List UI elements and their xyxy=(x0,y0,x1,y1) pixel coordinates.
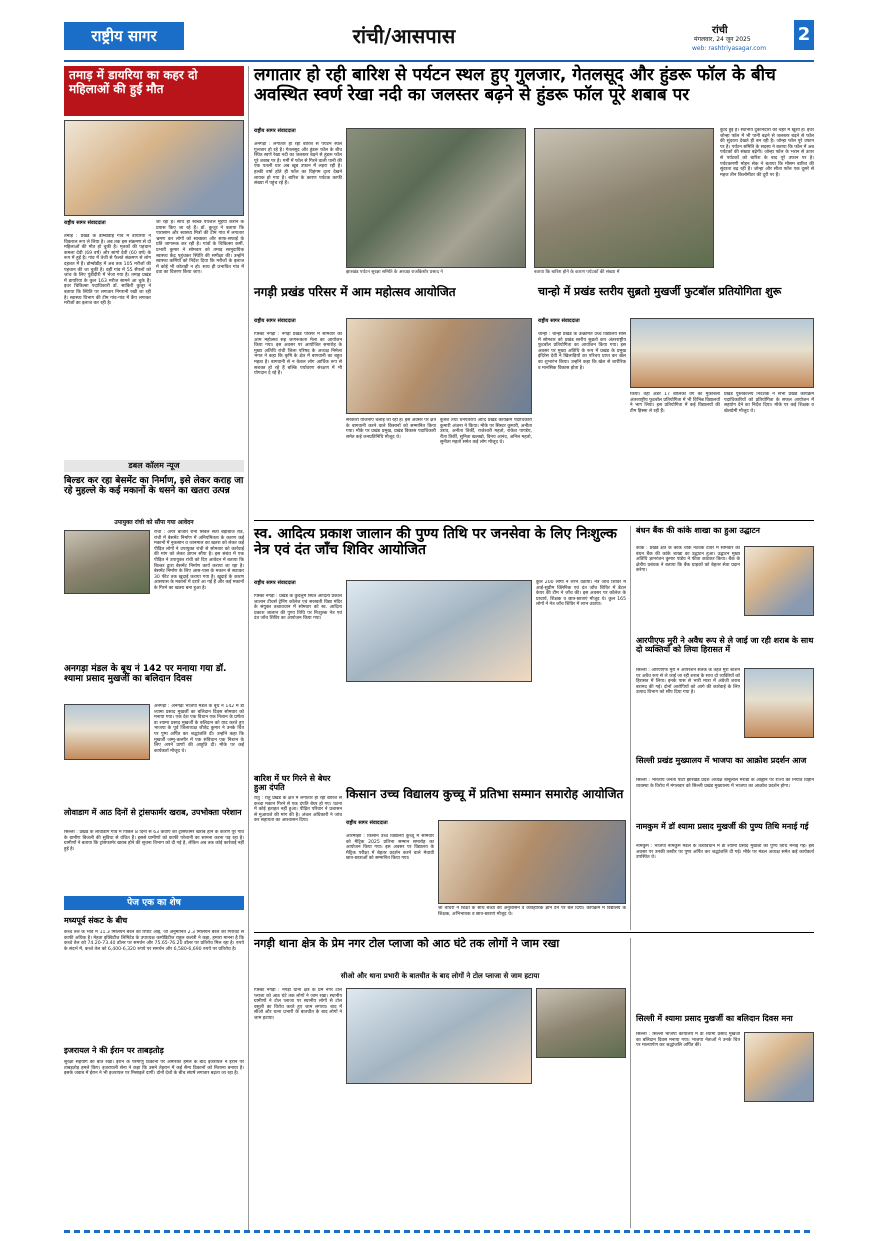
shyama-silli-photo xyxy=(744,1032,814,1102)
nagri-mahotsav-photo xyxy=(346,318,532,414)
lead-photo-waterfall-2 xyxy=(534,128,714,268)
lead-body: अनगड़ा : लगातार हो रही बारिश से पर्यटन स्थल गुलजार हो रहे है। गेतलसूद और हुंडरू फॉल के बीच स्थित स्वर्ण रेखा नदी का जलस्तर बढ़ने से हुंडरू फॉल पूरे शबाब पर है। गर्मी में फॉल से गिरने वाली पानी की एक पतली धार अब खूब उफान में लहरा रही है। हल्की वर्षा होते ही फॉल का विहंगम दृश्य देखने लायक हो गया है। बारिश के कारण पर्यटक काफी संख्या में पहुंच रहे हैं। xyxy=(254,142,342,187)
namkum-death-headline: नामकुम में डॉ श्यामा प्रसाद मुखर्जी की पुण्य तिथि मनाई गई xyxy=(636,822,809,831)
page-number: 2 xyxy=(794,20,814,50)
chanho-football-byline: राष्ट्रीय सागर संवाददाता xyxy=(538,318,580,324)
left-top-body: तमाड़ : प्रखंड के डोम्बोडीह गांव में डायरिया ने विकराल रूप ले लिया है। अब तक इस संक्रमण से दो महिलाओं की मौत हो चुकी है। मृतकों की पहचान कमला देवी (69 वर्ष) और सांगो देवी (60 वर्ष) के रूप में हुई है। गांव में तेजी से फैलते संक्रमण से लोग दहशत में हैं। डोम्बोडीह में अब तक 105 मरीजों की पहचान की जा चुकी है। वहीं गांव में 55 सैंपलों को जांच के लिए पुंडीदीरी में भेजा गया है। तमाड़ प्रखंड में डायरिया के कुल 163 मरीज सामने आ चुके हैं। इधर चिकित्सा पदाधिकारी डॉ. साकिरी कुजूर ने बताया कि स्थिति पर लगातार निगरानी रखी जा रही है। स्वास्थ्य विभाग की टीम गांव-गांव में कैंप लगाकर मरीजों का इलाज कर रही है। xyxy=(64,234,151,307)
masthead xyxy=(64,20,814,62)
nagri-mahotsav-body: पिस्का नगड़ी : नगड़ी प्रखंड परिसर में सोमवार को आम महोत्सव सह जागरूकता मेला का आयोजन किया गया। इस अवसर पर आयोजित समारोह के मुख्य अतिथि रांची जिला परिषद के अध्यक्ष निर्मला भगत ने कहा कि कृषि के क्षेत्र में बागवानी का बहुत महत्व है। बागवानी से न केवल लोग आर्थिक रूप से सशक्त हो रहे हैं बल्कि पर्यावरण संरक्षण में भी योगदान दे रहे हैं। xyxy=(254,332,342,377)
double-column-body: रांची : अपर बाजार रानी सिवल सती बड़ाबाजे रोड, रांची में बेसमेंट निर्माण में अनियमितता के कारण कई मकानों में नुकसान व जानमाल का खतरा को लेकर कई पीड़ित लोगों ने उपायुक्त रांची से सोमवार को कार्रवाई की मांग को लेकर ज्ञापन सौंपा है। इस संबंध में एक पीड़ित ने उपायुक्त रांची को दिए आवेदन में बताया कि बिल्डर द्वारा बेसमेंट निर्माण कार्य कराया जा रहा है। बेसमेंट निर्माण के लिए आस-पास के मकान से सटाकर 30 फीट तक खुदाई कराया गया है। खुदाई के कारण आसपास के मकानों में दरारें आ गई हैं और कई मकानों के गिरने का खतरा बना हुआ है। xyxy=(154,530,244,591)
left-top-byline: राष्ट्रीय सागर संवाददाता xyxy=(64,220,106,226)
chanho-football-body: चान्हो : चान्हो प्रखंड के उत्क्रमित उच्च विद्यालय सोंस में सोमवार को प्रखंड स्तरीय सुब्रतो कप अंतरराष्ट्रीय फुटबॉल प्रतियोगिता का आयोजन किया गया। इस अवसर पर मुख्य अतिथि के रूप में प्रखंड के प्रमुख इंदिरेस देवी ने खिलाड़ियों का परिचय प्राप्त कर खेल का शुभारंभ किया। उन्होंने कहा कि खेल से शारीरिक व मानसिक विकास होता है। xyxy=(538,332,626,371)
branch-headline: बंधन बैंक की कांके शाखा का हुआ उद्घाटन xyxy=(636,526,760,535)
road-accident-headline: बारिश में घर गिरने से बेघर हुआ दंपति xyxy=(254,774,331,793)
road-accident-body: रातु : रातु प्रखंड के क्षेत्र में लगातार हो रही बारिश से कच्चा मकान गिरने से एक दंपति बेघर हो गए। घटना में कोई हताहत नहीं हुआ। पीड़ित परिवार ने प्रशासन से मुआवजे की मांग की है। अंचल अधिकारी ने जांच कर सहायता का आश्वासन दिया। xyxy=(254,796,342,824)
toll-plaza-body: पिस्का नगड़ी : नगड़ी थाना क्षेत्र के प्रेम नगर टोल प्लाजा को आठ घंटे तक लोगों ने जाम रखा। स्थानीय ग्रामीणों ने टोल प्लाजा पर स्थानीय लोगों से टोल वसूली का विरोध करते हुए जाम लगाया। बाद में सीओ और थाना प्रभारी के बातचीत के बाद लोगों ने जाम हटाया। xyxy=(254,988,342,1021)
footer-rule xyxy=(64,1230,814,1233)
eye-camp-photo xyxy=(346,580,532,682)
nagri-mahotsav-byline: राष्ट्रीय सागर संवाददाता xyxy=(254,318,296,324)
silli-protest-headline: सिल्ली प्रखंड मुख्यालय में भाजपा का आक्रोश प्रदर्शन आज xyxy=(636,756,807,765)
left-top-photo xyxy=(64,120,244,216)
lead-headline: लगातार हो रही बारिश से पर्यटन स्थल हुए गुलजार, गेतलसूद और हुंडरू फॉल के बीच अवस्थित स्वर्ण रेखा नदी का जलस्तर बढ़ने से हुंडरू फॉल पूरे शबाब पर xyxy=(254,65,776,105)
masthead-website: web: rashtriyasagar.com xyxy=(692,45,767,52)
shyama-silli-headline: सिल्ली में श्यामा प्रसाद मुखर्जी का बलिदान दिवस मना xyxy=(636,1014,793,1023)
editorial-headline1: मध्यपूर्व संकट के बीच xyxy=(64,916,128,925)
eye-camp-body: पिस्का नगड़ी : प्रखंड के कुदलुम स्थित आदित्य प्रकाश जालान टीचर्स ट्रेनिंग कॉलेज एवं सरस्वती विद्या मंदिर के संयुक्त तत्वावधान में सोमवार को स्व. आदित्य प्रकाश जालान की पुण्य तिथि पर निःशुल्क नेत्र एवं दंत जाँच शिविर का आयोजन किया गया। xyxy=(254,594,342,622)
toll-plaza-photo-2 xyxy=(536,988,626,1058)
nagri-mahotsav-headline: नगड़ी प्रखंड परिसर में आम महोत्सव आयोजित xyxy=(254,285,456,299)
masthead-date: मंगलवार, 24 जून 2025 xyxy=(694,36,751,43)
branch-body: कांके : प्रखंड क्षेत्र के कांके चौक नेटवर्क टॉवर में सोमवार को बंधन बैंक की कांके शाखा का उद्घाटन हुआ। उद्घाटन मुख्य अतिथि ज्ञानरंजन कुमार पांडेय ने फीता काटकर किया। बैंक के क्षेत्रीय प्रबंधक ने बताया कि बैंक ग्राहकों को बेहतर सेवा प्रदान करेगा। xyxy=(636,546,740,574)
transformer-headline: लोवाडाग में आठ दिनों से ट्रांसफार्मर खराब, उपभोक्ता परेशान xyxy=(64,808,242,817)
chanho-football-photo xyxy=(630,318,814,388)
left-top-article xyxy=(64,220,244,454)
arrest-body: सिल्ली : आरपीएफ मुरी ने ऑपरेशन सतर्क के तहत मुरी स्टेशन पर अवैध रूप से ले जाई जा रही शराब के साथ दो व्यक्तियों को हिरासत में लिया। इनके पास से भारी मात्रा में अंग्रेजी शराब बरामद की गई। दोनों आरोपियों को आगे की कार्रवाई के लिए उत्पाद विभाग को सौंप दिया गया है। xyxy=(636,668,740,696)
left-mid-headline: अनगड़ा मंडल के बूथ नं 142 पर मनाया गया डॉ. श्यामा प्रसाद मुखर्जी का बलिदान दिवस xyxy=(64,664,227,685)
page-section-title: रांची/आसपास xyxy=(352,24,456,48)
lead-caption-2: बताया कि बारिश होने के कारण पर्यटकों की संख्या में xyxy=(534,270,620,275)
kisan-school-body: ओरमांझी : किसान उच्च विद्यालय कुच्चू में सोमवार को मैट्रिक 2025 प्रतिभा सम्मान समारोह का आयोजन किया गया। इस अवसर पर विद्यालय के मैट्रिक परीक्षा में बेहतर प्रदर्शन करने वाले मेधावी छात्र-छात्राओं को सम्मानित किया गया। xyxy=(346,834,434,862)
editorial-label: पेज एक का शेष xyxy=(64,896,244,910)
lead-body2: कुदि हुई है। स्थानीय दुकानदारों की चेहरे में खुशी है। इधर जोन्हा फॉल में भी पानी बढ़ने से जलस्तर बढ़ने से फॉल की सुंदरता देखते ही बन रही है। जोन्हा फॉल पूरे उफान पर है। पर्यटन समिति के सदस्य ने बताया कि फॉल में अब पर्यटकों की संख्या बढ़ेगी। जोन्हा फॉल के भरान से ऊपर से पर्यटकों को बारिश के बाद पूरे उफान पर है। पर्यटकमणी मोहन सेक ने बताया कि मौसम बारिश की सुंदरता बढ़ रही है। जोन्हा और सीता फॉल एक दूसरे से महज तीन किलोमीटर की दूरी पर हैं। xyxy=(720,128,814,178)
editorial-headline2: इजरायल ने की ईरान पर ताबड़तोड़ xyxy=(64,1046,164,1055)
toll-plaza-subhead: सीओ और थाना प्रभारी के बातचीत के बाद लोगों ने टोल प्लाजा से जाम हटाया xyxy=(340,972,540,980)
chanho-football-body2: किया। वहीं अंडर 17 बालिका वर्ग का मुकाबला अंतरराष्ट्रीय फुटबॉल प्रतियोगिता में भी विभिन्न विद्यालयों ने भाग लिया। इस प्रतियोगिता में कई विद्यालयों की टीम हिस्सा ले रही हैं। xyxy=(630,392,720,414)
lead-byline: राष्ट्रीय सागर संवाददाता xyxy=(254,128,296,134)
double-column-label: डबल कॉलम न्यूज xyxy=(64,460,244,472)
left-mid-body: अनगड़ा : अनगड़ा भाजपा मंडल के बूथ नं 142 में डा श्यामा प्रसाद मुखर्जी का बलिदान दिवस सोमवार को मनाया गया। एक देश एक विधान एक निशान के प्रणेता डा श्यामा प्रसाद मुखर्जी के बलिदान को याद करते हुए भाजपा के पूर्व जिलाध्यक्ष जीतेंद्र कुमार ने उनके चित्र पर पुष्प अर्पित कर श्रद्धांजलि दी। उन्होंने कहा कि मुखर्जी जम्मू-कश्मीर में एक संविधान एक निशान के लिए अपने प्राणों की आहुति दी। मौके पर कई कार्यकर्ता मौजूद थे। xyxy=(154,704,244,754)
kisan-school-byline: राष्ट्रीय सागर संवाददाता xyxy=(346,820,388,826)
double-column-subhead: उपायुक्त रांची को सौंपा गया आवेदन xyxy=(114,519,194,526)
shyama-silli-body: सिल्ली : सिल्ली भाजपा कार्यालय में डॉ श्यामा प्रसाद मुखर्जी का बलिदान दिवस मनाया गया। भाजपा नेताओं ने उनके चित्र पर माल्यार्पण कर श्रद्धांजलि अर्पित की। xyxy=(636,1032,740,1049)
left-top-headline: तमाड़ में डायरिया का कहर दो महिलाओं की हुई मौत xyxy=(69,68,198,96)
column-divider-right xyxy=(630,526,631,930)
silli-protest-body: सिल्ली : भारतीय जनता पार्टी झारखंड प्रदेश अध्यक्ष बाबूलाल मरांडी के आह्वान पर राज्य की नियति विहीन व्यवस्था के विरोध में मंगलवार को सिल्ली प्रखंड मुख्यालय में भाजपा का आक्रोश प्रदर्शन होगा। xyxy=(636,778,814,789)
double-column-photo xyxy=(64,530,150,594)
left-top-body2: जा रहा है। साथ ही स्वच्छ पेयजल मुहैया कराने के प्रयास किए जा रहे हैं। डॉ. कुजूर ने बताया कि पारासाम और स्वास्थ्य मित्रों की टीम गांव में लगातार भ्रमण कर लोगों को स्वच्छता और साफ-सफाई के प्रति जागरूक कर रही है। गांवों के चिकित्सा कर्मी, प्रभारी कुमार ने सोमवार को तमाड़ सामुदायिक स्वास्थ्य केंद्र पहुंचकर स्थिति की समीक्षा की। उन्होंने स्वास्थ्य कर्मियों को निर्देश दिया कि मरीजों के इलाज में कोई भी कोताही न हो। साथ ही प्रभावित गांव में दवा का वितरण किया जाए। xyxy=(156,220,244,276)
namkum-death-body: नामकुम : भाजपा नामकुम मंडल के तत्वावधान में डॉ श्यामा प्रसाद मुखर्जी की पुण्य तिथि मनाई गई। इस अवसर पर उनकी तस्वीर पर पुष्प अर्पित कर श्रद्धांजलि दी गई। मौके पर मंडल अध्यक्ष समेत कई कार्यकर्ता उपस्थित थे। xyxy=(636,844,814,861)
nagri-mahotsav-body3: बुजेश तथा धनपतराय आदि प्रखंड कार्यक्रम पदाधिकारी कुमारी अंजना ने किया। मौके पर सिस्टर कुमारी, अनीता उरांव, अनीता तिर्की, राजेश्वरी महतो, राकेश पाण्डेय, रीता तिर्की, सुनिता खलखो, विनय आनंद, अनिल महतो, सुनीता महतो समेत कई लोग मौजूद थे। xyxy=(440,418,532,446)
eye-camp-byline: राष्ट्रीय सागर संवाददाता xyxy=(254,580,296,586)
arrest-photo xyxy=(744,668,814,738)
lead-caption-1: झारखंड पर्यटन सुरक्षा समिति के अध्यक्ष राजकिशोर प्रसाद ने xyxy=(346,270,443,275)
chanho-football-body3: प्रखंड पुस्तकालय निदेशक ने सभी प्रखंड कार्यक्रम पदाधिकारियों को प्रतियोगिता के सफल आयोजन में सहयोग देने का निर्देश दिया। मौके पर कई शिक्षक व खेलप्रेमी मौजूद थे। xyxy=(724,392,814,414)
left-top-headline-box xyxy=(64,66,244,116)
masthead-city: रांची xyxy=(712,25,728,36)
eye-camp-headline: स्व. आदित्य प्रकाश जालान की पुण्य तिथि पर जनसेवा के लिए निःशुल्क नेत्र एवं दंत जाँच शिविर आयोजित xyxy=(254,526,617,559)
column-divider-bottom-right xyxy=(630,938,631,1228)
lead-photo-waterfall-1 xyxy=(346,128,526,268)
kisan-school-photo xyxy=(438,820,626,904)
editorial-body2: सुरक्षा सहयोग की बात रखी। ईरान के परमाणु ठिकानों पर अमेरिकी हमले के बाद इजरायल ने ईरान पर ताबड़तोड़ हमले किए। इजरायली सेना ने कहा कि उसने तेहरान में कई सैन्य ठिकानों को निशाना बनाया है। इसके जवाब में ईरान ने भी इजरायल पर मिसाइलें दागीं। दोनों देशों के बीच संघर्ष लगातार बढ़ता जा रहा है। xyxy=(64,1060,244,1077)
brand-logo: राष्ट्रीय सागर xyxy=(64,22,184,50)
kisan-school-headline: किसान उच्च विद्यालय कुच्चू में प्रतिभा सम्मान समारोह आयोजित xyxy=(346,787,624,801)
mid-divider xyxy=(254,520,814,521)
toll-plaza-headline: नगड़ी थाना क्षेत्र के प्रेम नगर टोल प्लाजा को आठ घंटे तक लोगों ने जाम रखा xyxy=(254,937,560,950)
toll-plaza-photo xyxy=(346,988,532,1084)
kisan-school-body2: श्री चौधरी ने शिक्षा के साथ बच्चों को अनुशासन व व्यवहारिक ज्ञान देने पर बल दिया। कार्यक्रम में विद्यालय के शिक्षक, अभिभावक व छात्र-छात्राएं मौजूद थे। xyxy=(438,906,626,917)
bottom-divider xyxy=(254,932,814,933)
transformer-body: सिल्ली : प्रखंड के लोवाडाग गांव में पिछले 8 दिनों से 63 केवीए का ट्रांसफार्मर खराब होने के कारण पूरे गांव के ग्रामीण बिजली की सुविधा से वंचित हैं। इससे ग्रामीणों को काफी परेशानी का सामना करना पड़ रहा है। ग्रामीणों ने बताया कि ट्रांसफार्मर खराब होने की सूचना विभाग को दी गई है, लेकिन अब तक कोई कार्रवाई नहीं हुई है। xyxy=(64,830,244,852)
chanho-football-headline: चान्हो में प्रखंड स्तरीय सुब्रतो मुखर्जी फुटबॉल प्रतियोगिता शुरू xyxy=(538,285,782,298)
editorial-body1: कच्चे तेल के भाव में 11.3 मिलियन बैरल की रिपोर्ट आई, जो अनुमानित 2.3 मिलियन बैरल की गिरावट से काफी अधिक है। मेहता इक्विटीज लिमिटेड के उपाध्यक्ष कमोडिटीज राहुल कलंत्री ने कहा, हमारा मानना है कि कच्चे तेल को 74.20-73.40 डॉलर पर समर्थन और 75.65-76.20 डॉलर पर प्रतिरोध मिल रहा है। रुपये के संदर्भ में, कच्चे तेल को 6,400-6,320 रुपये पर समर्थन और 6,580-6,690 रुपये पर प्रतिरोध है। xyxy=(64,930,244,952)
eye-camp-body2: कुल 200 लोगों ने लाभ उठाया। नेत्र जाँच शिविर में आई-सुप्रीम क्लिनिक एवं दंत जाँच शिविर में डेंटल केयर की टीम ने जाँच की। इस अवसर पर कॉलेज के प्राचार्य, शिक्षक व छात्र-छात्राएं मौजूद थे। कुल 165 लोगों ने नेत्र जाँच शिविर में लाभ उठाया। xyxy=(536,580,626,608)
nagri-mahotsav-body2: सरकारी योजनाएं चलाई जा रही हैं। इस अवसर पर क्षेत्र के बागवानी करने वाले किसानों को सम्मानित किया गया। मौके पर प्रखंड प्रमुख, प्रखंड विकास पदाधिकारी समेत कई जनप्रतिनिधि मौजूद थे। xyxy=(346,418,436,440)
left-mid-photo xyxy=(64,704,150,760)
double-column-headline: बिल्डर कर रहा बेसमेंट का निर्माण, इसे लेकर कराह जा रहे मुहल्ले के कई मकानों के धसने का खतरा उत्पन्न xyxy=(64,476,244,497)
lead-article xyxy=(254,128,814,278)
column-divider-left xyxy=(248,66,249,1230)
arrest-headline: आरपीएफ मुरी ने अवैध रूप से ले जाई जा रही शराब के साथ दो व्यक्तियों को लिया हिरासत में xyxy=(636,636,814,655)
branch-photo xyxy=(744,546,814,616)
